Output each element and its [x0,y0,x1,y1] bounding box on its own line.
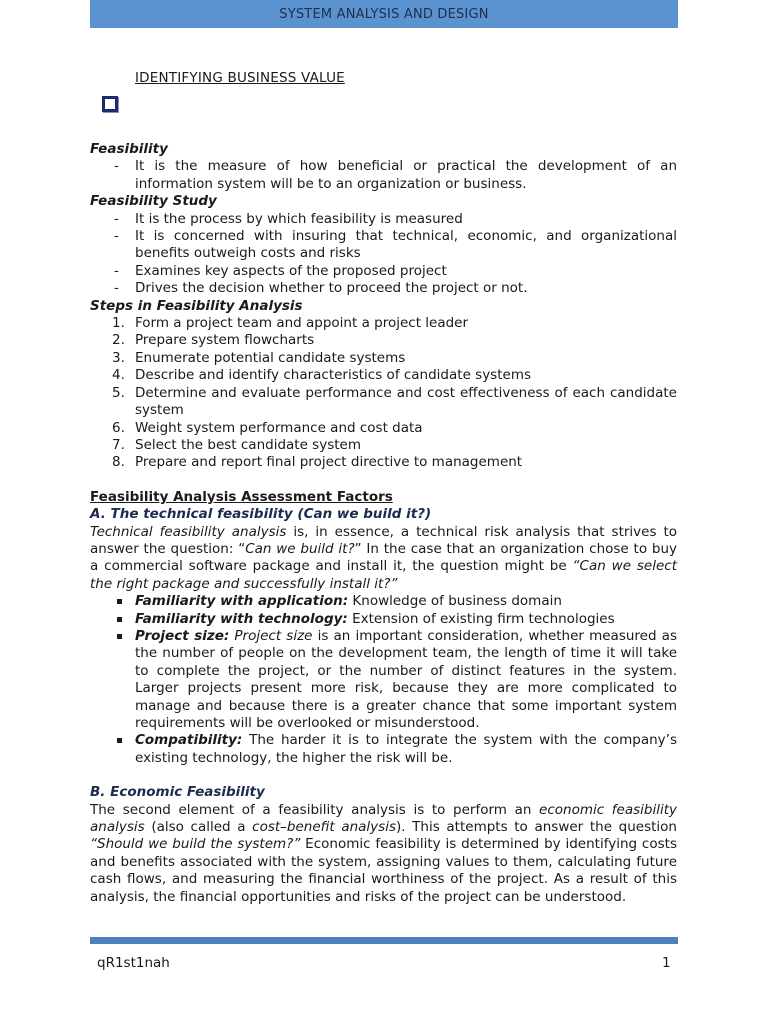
steps-list [90,315,677,472]
list-number: 4. [112,367,125,384]
list-number: 8. [112,454,125,471]
feasibility-study-heading: Feasibility Study [90,193,217,210]
list-item: Compatibility: The harder it is to integrate the system with the company’s existing technology, the higher the risk will be. [90,732,677,767]
footer-bar [90,937,678,944]
feasibility-heading: Feasibility [90,141,168,157]
list-text: Form a project team and appoint a project leader [135,315,469,332]
list-number: 6. [112,419,125,436]
list-item: Familiarity with technology: Extension of existing firm technologies [90,611,677,628]
term: Technical feasibility analysis [90,523,287,540]
page-title: IDENTIFYING BUSINESS VALUE [135,70,345,86]
list-number: 2. [112,332,125,349]
steps-heading: Steps in Feasibility Analysis [90,297,303,314]
factor-label: Project size: [135,627,230,644]
checkbox-icon[interactable] [102,96,118,112]
list-item [90,367,677,384]
feasibility-list [90,158,677,193]
document-body [90,141,677,906]
list-text: Describe and identify characteristics of candidate systems [135,367,532,384]
list-item [90,437,677,454]
header-title: SYSTEM ANALYSIS AND DESIGN [279,6,489,22]
list-text: Weight system performance and cost data [135,419,423,436]
list-item [90,454,677,471]
list-text: Select the best candidate system [135,436,361,453]
list-text: Enumerate potential candidate systems [135,349,406,366]
economic-paragraph: The second element of a feasibility analysis is to perform an economic feasibility analysis (also called a cost–benefit analysis). This attempts to answer the question “Should we build the system?” Economic feasibility is determined by identifying costs and benefits associated with the system, assigning values to them, calculating future cash flows, and measuring the financial worthiness of the project. As a result of this analysis, the financial opportunities and risks of the project can be understood. [90,801,678,905]
list-number: 3. [112,349,125,366]
assessment-heading: Feasibility Analysis Assessment Factors [90,488,393,505]
factor-label: Compatibility: [135,732,243,749]
list-item: Project size: Project size is an important consideration, whether measured as the number of people on the development team, the length of time it will take to complete the project, or the number of distinct features in the system. Larger projects present more risk, because they are more complicated to manage and because there is a greater chance that some important system requirements will be overlooked or misunderstood. [90,628,677,732]
factor-label: Familiarity with technology: [135,610,348,627]
list-number: 5. [112,384,125,401]
list-item [90,420,677,437]
list-item [90,350,677,367]
feasibility-study-list [90,211,677,298]
list-item [90,385,677,420]
list-text: Determine and evaluate performance and cost effectiveness of each candidate system [135,384,677,419]
list-item [90,315,677,332]
technical-feasibility-heading: A. The technical feasibility (Can we build it?) [90,506,432,523]
page-number: 1 [662,955,671,971]
economic-feasibility-heading: B. Economic Feasibility [90,784,265,801]
list-number: 7. [112,436,125,453]
footer-author: qR1st1nah [97,955,170,971]
list-item: - Examines key aspects of the proposed project [90,263,677,280]
list-item [90,332,677,349]
list-number: 1. [112,315,125,332]
list-item: - It is concerned with insuring that technical, economic, and organizational benefits outweigh costs and risks [90,228,677,263]
technical-factors-list [90,593,677,767]
list-item: - It is the process by which feasibility is measured [90,211,677,228]
technical-paragraph: Technical feasibility analysis is, in essence, a technical risk analysis that strives to answer the question: “Can we build it?” In the case that an organization chose to buy a commercial software package and install it, the question might be “Can we select the right package and successfully install it?” [90,523,678,592]
list-text: Prepare and report final project directive to management [135,454,523,471]
header-bar [90,0,678,28]
list-text: Prepare system flowcharts [135,332,315,349]
list-item: - It is the measure of how beneficial or practical the development of an information system will be to an organization or business. [90,158,677,193]
list-item: - Drives the decision whether to proceed the project or not. [90,280,677,297]
factor-label: Familiarity with application: [135,593,349,610]
list-item: Familiarity with application: Knowledge of business domain [90,593,677,610]
